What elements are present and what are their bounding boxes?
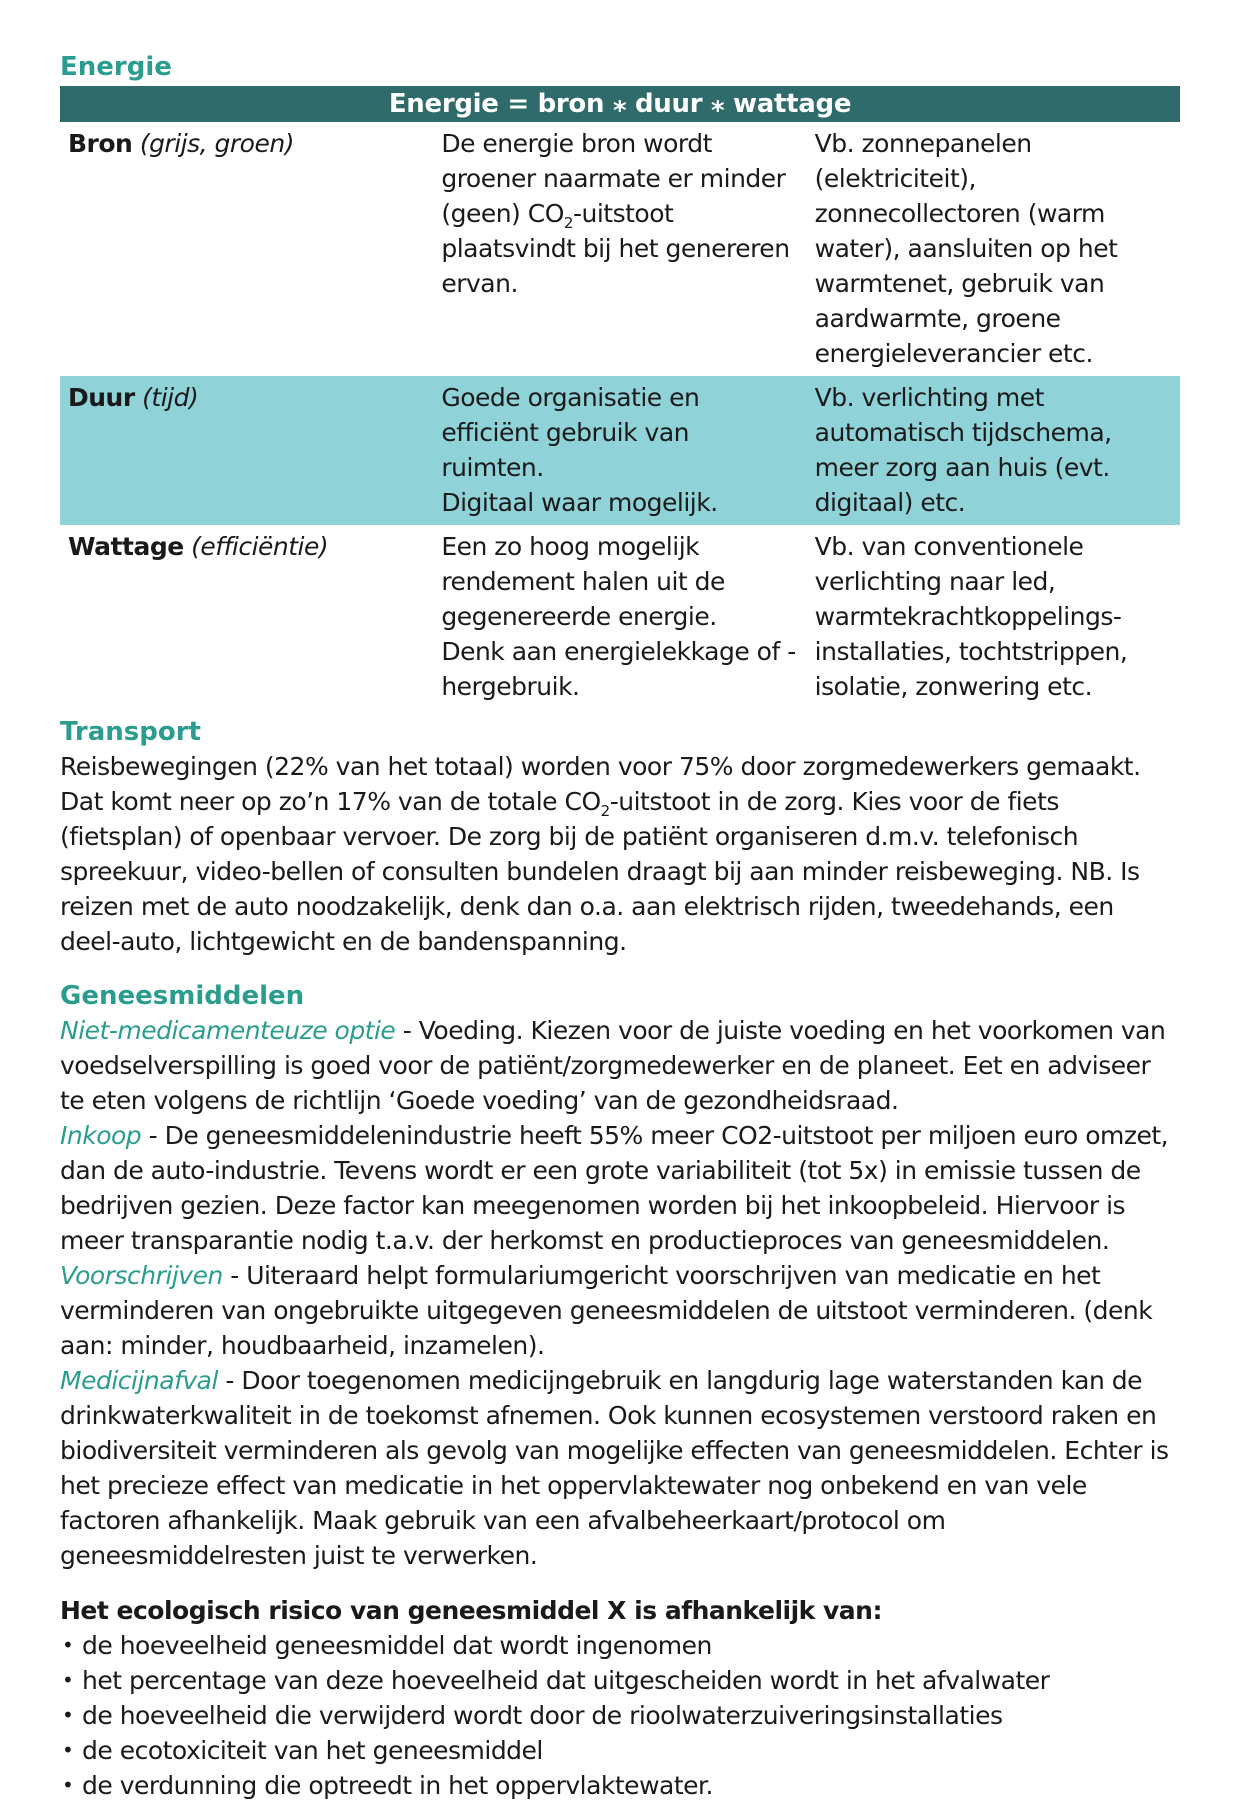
geneesmiddelen-item [60, 1258, 1180, 1363]
paragraph-text: -uitstoot in de zorg. Kies voor de fiets (fietsplan) of openbaar vervoer. De zorg bij de patiënt organiseren d.m.v. telefonisch spreekuur, video-bellen of consulten bundelen draagt bij aan minder reisbeweging. NB. Is reizen met de auto noodzakelijk, denk dan o.a. aan elektrisch rijden, tweedehands, een deel-auto, lichtgewicht en de bandenspanning. [60, 787, 1140, 956]
energie-table [60, 86, 1180, 709]
description-text: Denk aan energielekkage of -hergebruik. [441, 637, 796, 701]
list-item: • de ecotoxiciteit van het geneesmiddel [60, 1733, 1180, 1768]
item-label: Niet-medicamenteuze optie [60, 1016, 396, 1045]
row-example: Vb. van conventionele verlichting naar led, warmtekrachtkoppelings-installaties, tochtstrippen, isolatie, zonwering etc. [814, 532, 1128, 701]
subscript: 2 [563, 214, 573, 232]
table-row-bron [60, 122, 1180, 376]
term-label: Duur [68, 383, 135, 412]
term-qualifier: (tijd) [142, 383, 199, 412]
row-example: Vb. verlichting met automatisch tijdschema, meer zorg aan huis (evt. digitaal) etc. [807, 376, 1180, 525]
item-text: - Voeding. Kiezen voor de juiste voeding en het voorkomen van voedselverspilling is goed voor de patiënt/zorgmedewerker en de planeet. Eet en adviseer te eten volgens de richtlijn ‘Goede voeding’ van de gezondheidsraad. [60, 1016, 1166, 1115]
row-description [433, 525, 806, 709]
risico-list [60, 1628, 1180, 1803]
geneesmiddelen-item [60, 1363, 1180, 1573]
geneesmiddelen-item [60, 1013, 1180, 1118]
term-qualifier: (grijs, groen) [139, 129, 294, 158]
geneesmiddelen-heading: Geneesmiddelen [60, 981, 305, 1011]
description-text: Digitaal waar mogelijk. [441, 488, 718, 517]
item-label: Inkoop [60, 1121, 142, 1150]
risico-heading: Het ecologisch risico van geneesmiddel X is afhankelijk van: [60, 1596, 882, 1625]
description-text: Goede organisatie en efficiënt gebruik van ruimten. [441, 383, 700, 482]
row-term [60, 122, 433, 376]
row-term [60, 525, 433, 709]
paragraph-text: Reisbewegingen (22% van het totaal) worden voor 75% door zorgmedewerkers gemaakt. Dat komt neer op zo’n 17% van de totale CO [60, 752, 1141, 816]
list-item: • de verdunning die optreedt in het oppervlaktewater. [60, 1768, 1180, 1803]
subscript: 2 [600, 802, 610, 820]
geneesmiddelen-item [60, 1118, 1180, 1258]
description-text: De energie bron wordt groener naarmate er minder (geen) CO [441, 129, 786, 228]
energie-heading: Energie [60, 52, 172, 82]
item-text: - Door toegenomen medicijngebruik en langdurig lage waterstanden kan de drinkwaterkwaliteit in de toekomst afnemen. Ook kunnen ecosystemen verstoord raken en biodiversiteit verminderen als gevolg van mogelijke effecten van geneesmiddelen. Echter is het precieze effect van medicatie in het oppervlaktewater nog onbekend en van vele factoren afhankelijk. Maak gebruik van een afvalbeheerkaart/protocol om geneesmiddelresten juist te verwerken. [60, 1366, 1169, 1570]
table-row-wattage [60, 525, 1180, 709]
list-item: • het percentage van deze hoeveelheid dat uitgescheiden wordt in het afvalwater [60, 1663, 1180, 1698]
item-label: Voorschrijven [60, 1261, 223, 1290]
document-page [60, 50, 1180, 1803]
description-text: -uitstoot plaatsvindt bij het genereren ervan. [441, 199, 790, 298]
description-text: Een zo hoog mogelijk rendement halen uit de gegenereerde energie. [441, 532, 725, 631]
list-item: • de hoeveelheid geneesmiddel dat wordt ingenomen [60, 1628, 1180, 1663]
item-label: Medicijnafval [60, 1366, 218, 1395]
energie-formula: Energie = bron ⁎ duur ⁎ wattage [60, 86, 1180, 122]
item-text: - De geneesmiddelenindustrie heeft 55% meer CO2-uitstoot per miljoen euro omzet, dan de auto-industrie. Tevens wordt er een grote variabiliteit (tot 5x) in emissie tussen de bedrijven gezien. Deze factor kan meegenomen worden bij het inkoopbeleid. Hiervoor is meer transparantie nodig t.a.v. der herkomst en productieproces van geneesmiddelen. [60, 1121, 1169, 1255]
transport-heading: Transport [60, 717, 201, 747]
term-label: Bron [68, 129, 133, 158]
row-example: Vb. zonnepanelen (elektriciteit), zonnecollectoren (warm water), aansluiten op het warmtenet, gebruik van aardwarmte, groene energieleverancier etc. [814, 129, 1118, 368]
table-row-duur [60, 376, 1180, 525]
term-label: Wattage [68, 532, 184, 561]
row-term [60, 376, 433, 525]
term-qualifier: (efficiëntie) [191, 532, 329, 561]
transport-paragraph [60, 749, 1180, 959]
row-description [433, 376, 806, 525]
list-item: • de hoeveelheid die verwijderd wordt door de rioolwaterzuiveringsinstallaties [60, 1698, 1180, 1733]
item-text: - Uiteraard helpt formulariumgericht voorschrijven van medicatie en het verminderen van ongebruikte uitgegeven geneesmiddelen de uitstoot verminderen. (denk aan: minder, houdbaarheid, inzamelen). [60, 1261, 1153, 1360]
row-description [433, 122, 806, 376]
